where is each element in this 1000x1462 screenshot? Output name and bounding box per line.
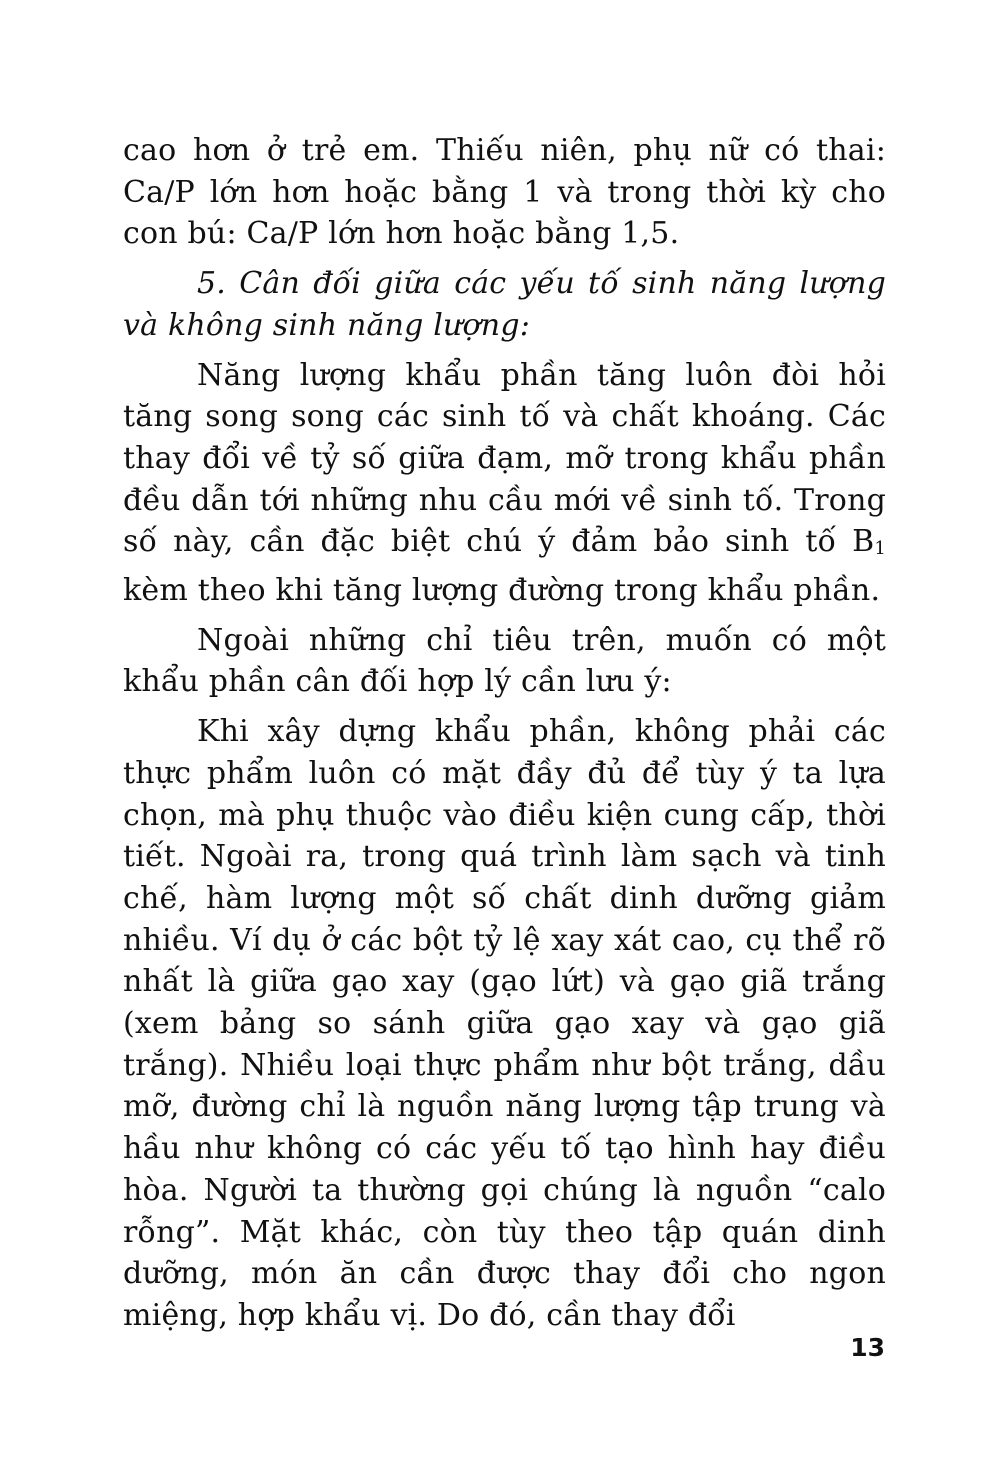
body-text [123,130,886,1345]
vitamin-b-subscript: 1 [874,538,886,560]
paragraph-4: Ngoài những chỉ tiêu trên, muốn có một khẩu phần cân đối hợp lý cần lưu ý: [123,622,886,700]
paragraph-3-text-after-subscript: kèm theo khi tăng lượng đường trong khẩu phần. [123,573,881,609]
paragraph-3-text-before-subscript: Năng lượng khẩu phần tăng luôn đòi hỏi tăng song song các sinh tố và chất khoáng. Các thay đổi về tỷ số giữa đạm, mỡ trong khẩu phần đều dẫn tới những nhu cầu mới về sinh tố. Trong số này, cần đặc biệt chú ý đảm bảo sinh tố B [123,357,886,560]
paragraph-5: Khi xây dựng khẩu phần, không phải các thực phẩm luôn có mặt đầy đủ để tùy ý ta lựa chọn, mà phụ thuộc vào điều kiện cung cấp, thời tiết. Ngoài ra, trong quá trình làm sạch và tinh chế, hàm lượng một số chất dinh dưỡng giảm nhiều. Ví dụ ở các bột tỷ lệ xay xát cao, cụ thể rõ nhất là giữa gạo xay (gạo lứt) và gạo giã trắng (xem bảng so sánh giữa gạo xay và gạo giã trắng). Nhiều loại thực phẩm như bột trắng, dầu mỡ, đường chỉ là nguồn năng lượng tập trung và hầu như không có các yếu tố tạo hình hay điều hòa. Người ta thường gọi chúng là nguồn “calo rỗng”. Mặt khác, còn tùy theo tập quán dinh dưỡng, món ăn cần được thay đổi cho ngon miệng, hợp khẩu vị. Do đó, cần thay đổi [123,714,886,1333]
page-number: 13 [850,1333,885,1362]
section-heading-5: 5. Cân đối giữa các yếu tố sinh năng lượng và không sinh năng lượng: [123,266,886,343]
paragraph-3 [123,355,886,612]
paragraph-1: cao hơn ở trẻ em. Thiếu niên, phụ nữ có thai: Ca/P lớn hơn hoặc bằng 1 và trong thời kỳ cho con bú: Ca/P lớn hơn hoặc bằng 1,5. [123,133,886,252]
